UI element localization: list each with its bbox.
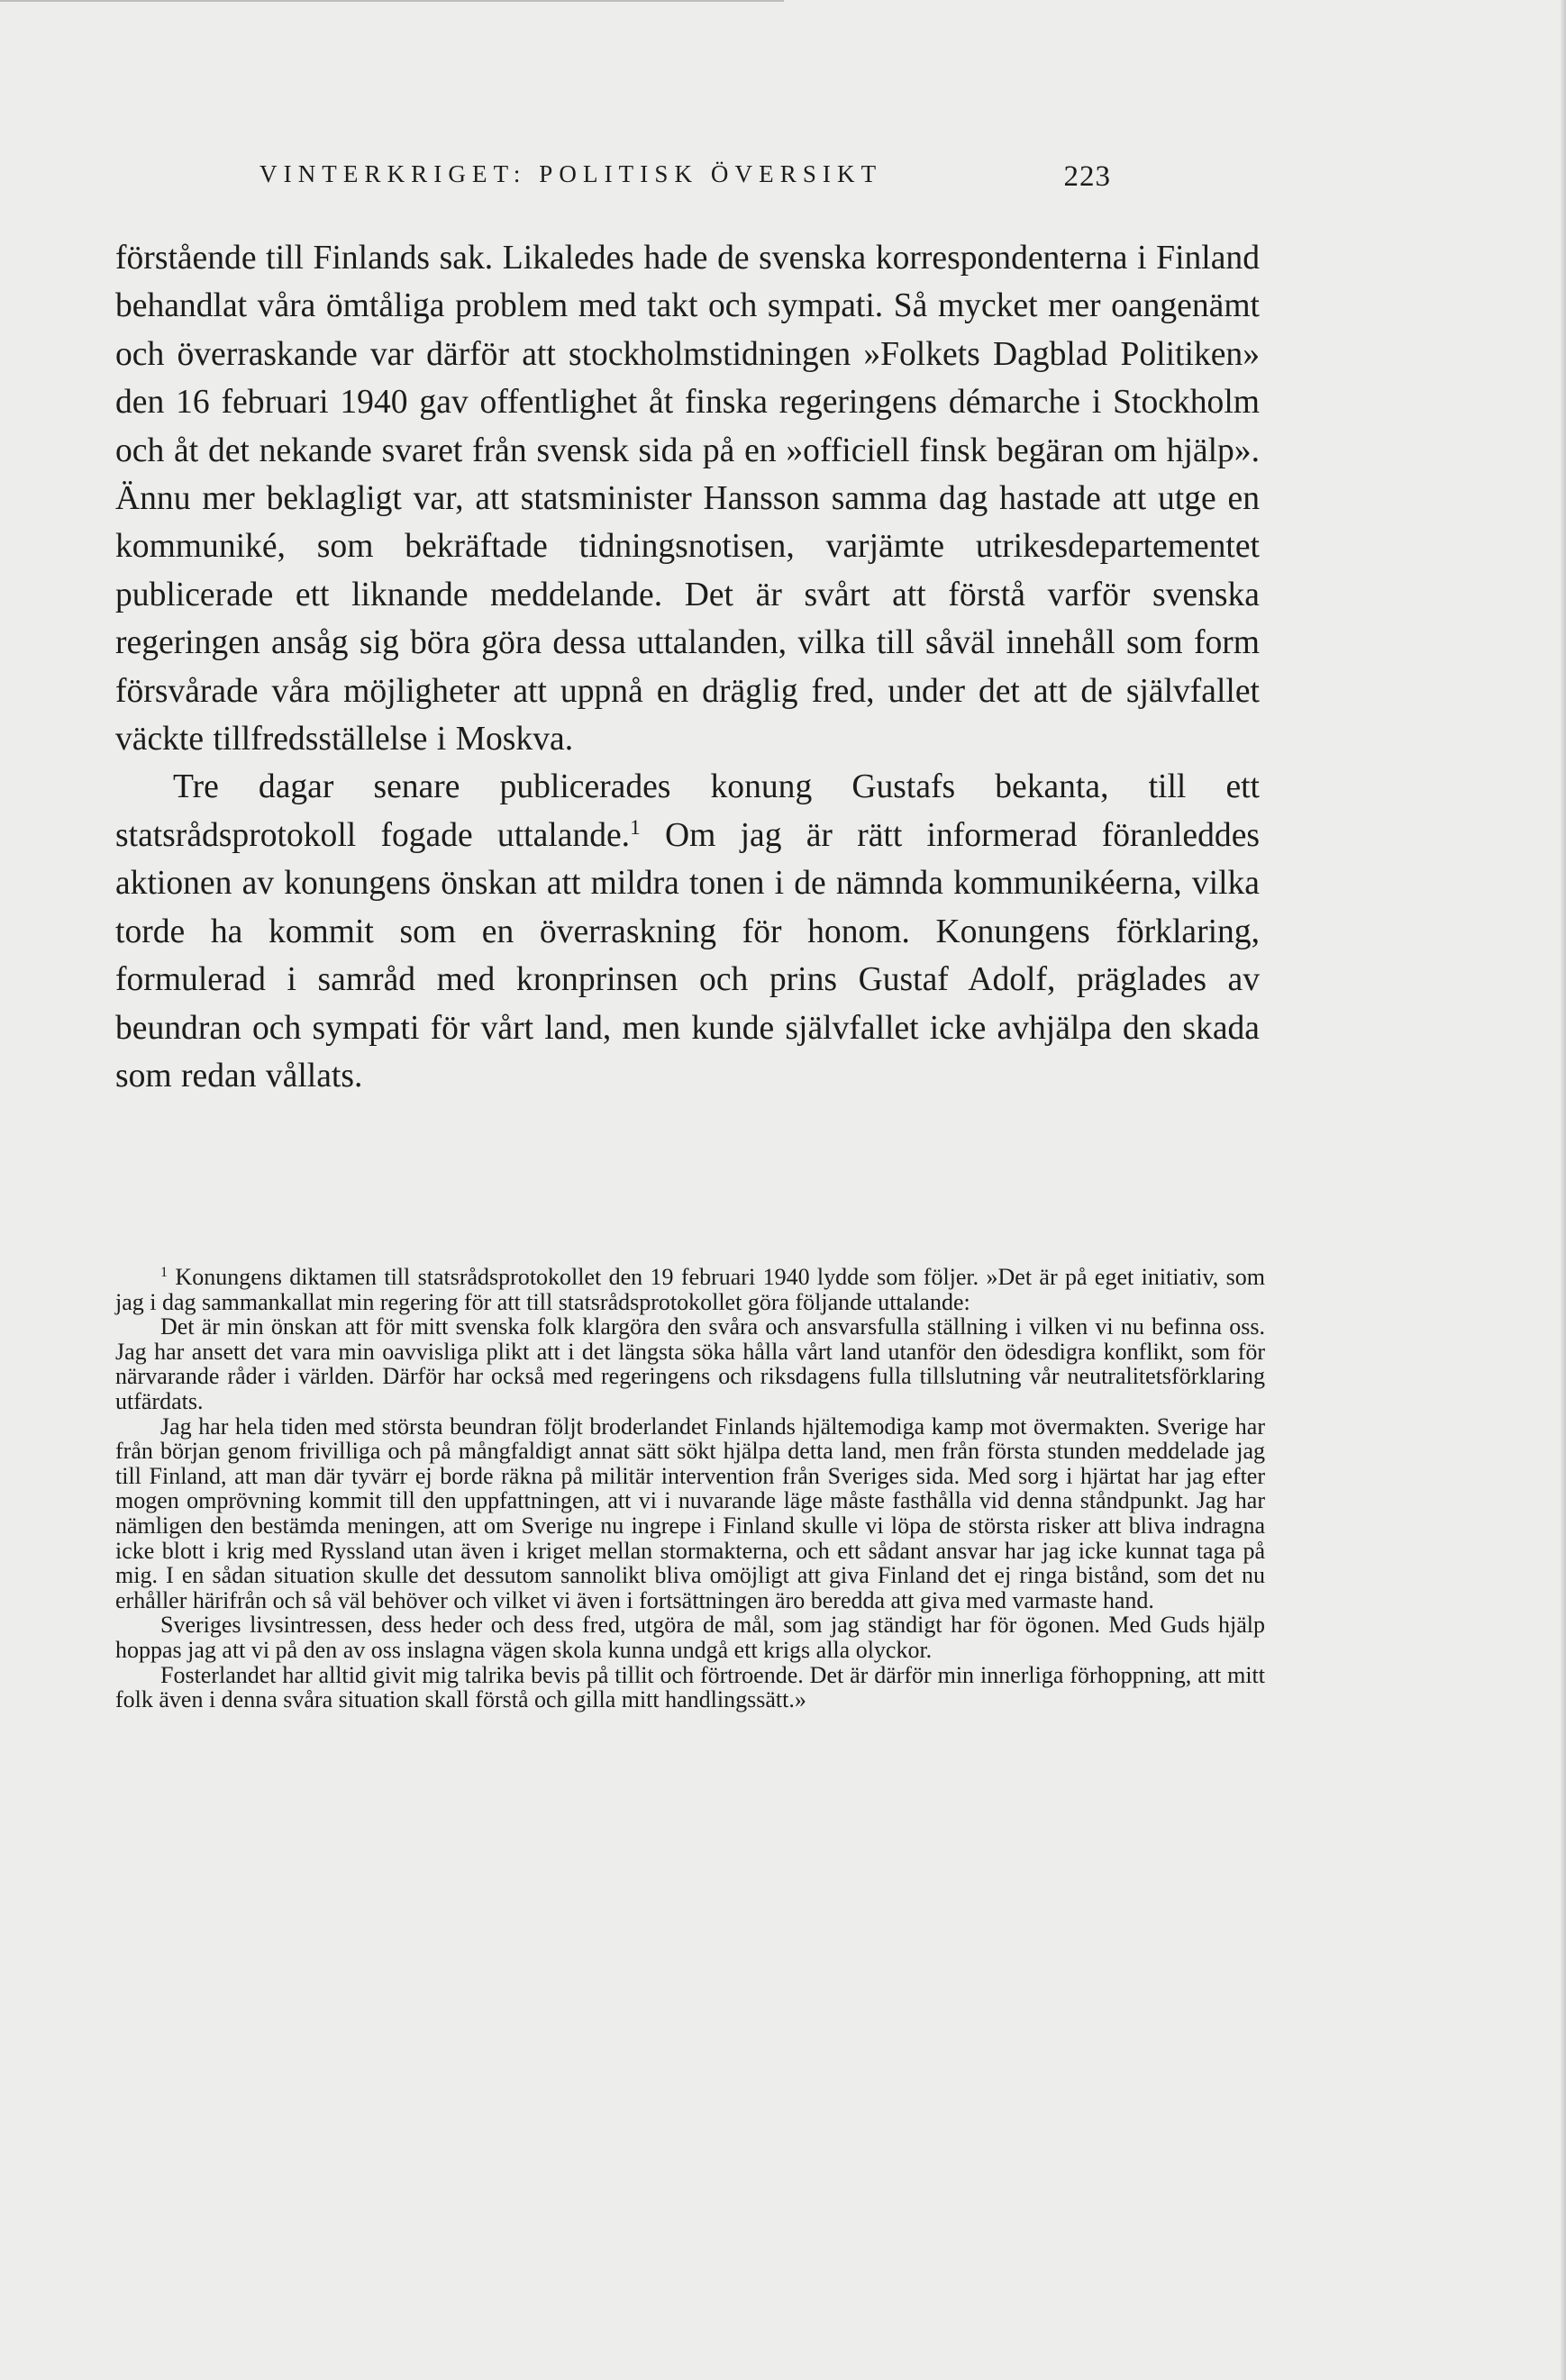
footnote-reference: 1 — [630, 816, 641, 840]
body-paragraph-2 — [115, 763, 1260, 1100]
top-edge-line — [0, 0, 784, 2]
footnote-intro-text: Konungens diktamen till statsrådsprotokollet den 19 februari 1940 lydde som följer. »Det är på eget initiativ, som jag i dag sammankallat min regering för att till statsrådsprotokollet göra följande uttalande: — [115, 1264, 1265, 1315]
footnote-intro — [115, 1265, 1265, 1314]
main-text — [115, 234, 1260, 1100]
footnote-paragraph-4: Fosterlandet har alltid givit mig talrika bevis på tillit och förtroende. Det är därför min innerliga förhoppning, att mitt folk även i denna svåra situation skall förstå och gilla mitt handlingssätt.» — [115, 1661, 1265, 1713]
running-header — [259, 160, 1111, 196]
paragraph-2-text-after-note: Om jag är rätt informerad föranleddes aktionen av konungens önskan att mildra tonen i de nämnda kommunikéerna, vilka torde ha kommit som en överraskning för honom. Konungens förklaring, formulerad i samråd med kronprinsen och prins Gustaf Adolf, präglades av beundran och sympati för vårt land, men kunde självfallet icke avhjälpa den skada som redan vållats. — [115, 816, 1260, 1095]
paragraph-2-text-before-note: Tre dagar senare publicerades konung Gustafs bekanta, till ett statsrådsprotokoll fogade uttalande. — [115, 768, 1260, 854]
running-title: VINTERKRIGET: POLITISK ÖVERSIKT — [259, 160, 883, 187]
footnote-paragraph-3: Sveriges livsintressen, dess heder och dess fred, utgöra de mål, som jag ständigt har för ögonen. Med Guds hjälp hoppas jag att vi på den av oss inslagna vägen skola kunna undgå ett krigs alla olyckor. — [115, 1612, 1265, 1663]
footnote-paragraph-1: Det är min önskan att för mitt svenska folk klargöra den svåra och ansvarsfulla ställning i vilken vi nu befinna oss. Jag har ansett det vara min oavvisliga plikt att i det längsta söka hålla vårt land utanför den ödesdigra konflikt, som för närvarande råder i världen. Därför har också med regeringens och riksdagens fulla tillslutning vår neutralitetsförklaring utfärdats. — [115, 1313, 1265, 1414]
body-paragraph-1: förstående till Finlands sak. Likaledes hade de svenska korrespondenterna i Finland behandlat våra ömtåliga problem med takt och sympati. Så mycket mer oangenämt och överraskande var därför att stockholmstidningen »Folkets Dagblad Politiken» den 16 februari 1940 gav offentlighet åt finska regeringens démarche i Stockholm och åt det nekande svaret från svensk sida på en »officiell finsk begäran om hjälp». Ännu mer beklagligt var, att statsminister Hansson samma dag hastade att utge en kommuniké, som bekräftade tidningsnotisen, varjämte utrikesdepartementet publicerade ett liknande meddelande. Det är svårt att förstå varför svenska regeringen ansåg sig böra göra dessa uttalanden, vilka till såväl innehåll som form försvårade våra möjligheter att uppnå en dräglig fred, under det att de självfallet väckte tillfredsställelse i Moskva. — [115, 240, 1260, 759]
footnote-section — [115, 1265, 1265, 1712]
page-edge-shadow — [1561, 0, 1566, 2380]
footnote-paragraph-2: Jag har hela tiden med största beundran följt broderlandet Finlands hjältemodiga kamp mot övermakten. Sverige har från början genom frivilliga och på mångfaldigt annat sätt sökt hjälpa detta land, men från första stunden meddelade jag till Finland, att man där tyvärr ej borde räkna på militär intervention från Sveriges sida. Med sorg i hjärtat har jag efter mogen omprövning kommit till den uppfattningen, att vi i nuvarande läge måste fasthålla vid denna ståndpunkt. Jag har nämligen den bestämda meningen, att om Sverige nu ingrepe i Finland skulle vi löpa de största risker att bliva indragna icke blott i krig med Ryssland utan även i kriget mellan stormakterna, och ett sådant ansvar har jag icke kunnat taga på mig. I en sådan situation skulle det dessutom sannolikt bliva omöjligt att giva Finland det ej ringa bistånd, som det nu erhåller härifrån och så väl behöver och vilket vi även i fortsättningen äro beredda att giva med varmaste hand. — [115, 1413, 1265, 1613]
footnote-marker: 1 — [160, 1265, 168, 1281]
page-number: 223 — [1063, 160, 1111, 193]
